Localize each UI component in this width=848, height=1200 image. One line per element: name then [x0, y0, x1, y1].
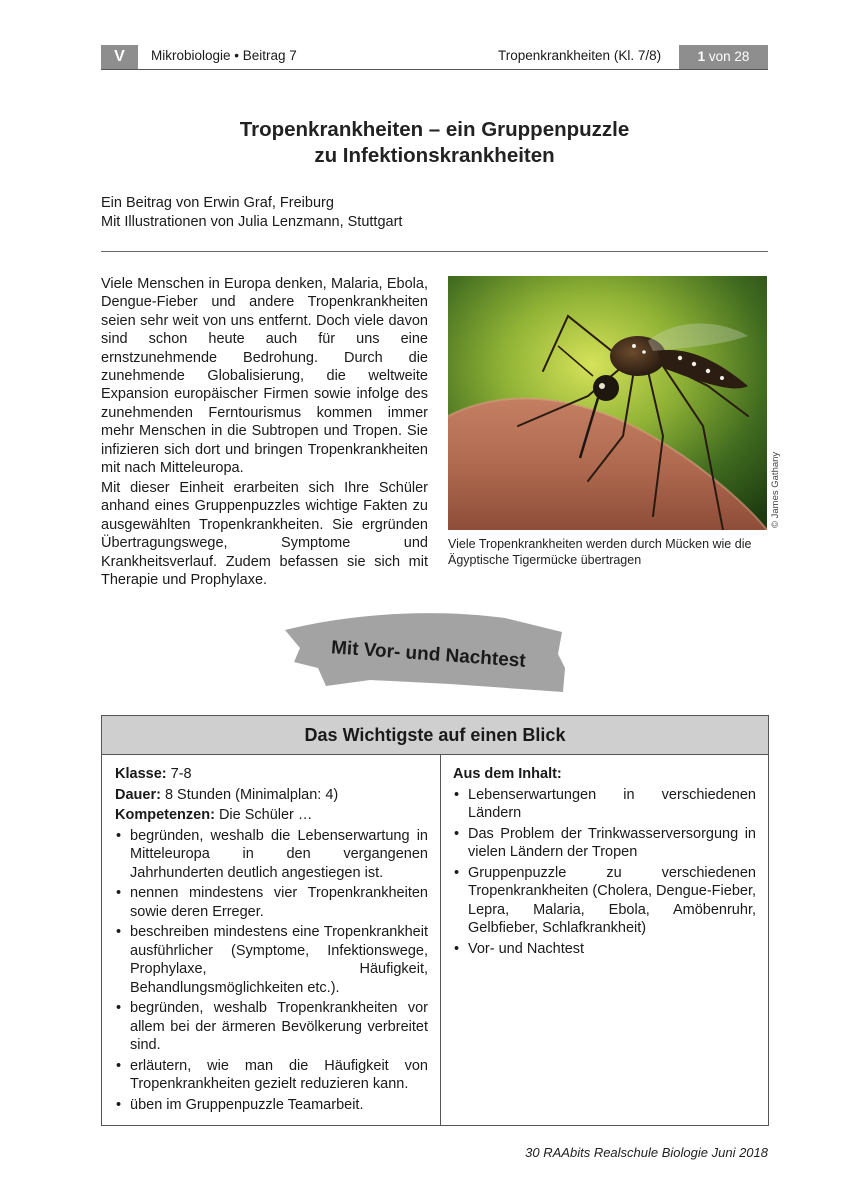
dauer-line	[115, 786, 428, 805]
mosquito-photo	[448, 276, 767, 530]
section-badge: V	[101, 45, 138, 69]
list-item: • erläutern, wie man die Häufigkeit von Tropenkrankheiten gezielt reduzieren kann.	[115, 1057, 428, 1094]
list-item: • Vor- und Nachtest	[453, 940, 756, 959]
list-item: • üben im Gruppenpuzzle Teamarbeit.	[115, 1096, 428, 1115]
kompetenzen-value: Die Schüler …	[218, 807, 313, 823]
dauer-label: Dauer:	[115, 786, 161, 803]
list-item: • begründen, weshalb die Lebenserwartung in Mitteleuropa in den vergangenen Jahrhunderten deutlich angestiegen ist.	[115, 827, 428, 883]
byline	[101, 194, 402, 232]
list-item: • beschreiben mindestens eine Tropenkrankheit ausführlicher (Symptome, Infektionswege, Prophylaxe, Häufigkeit, Behandlungsmöglichkeiten etc.).	[115, 923, 428, 997]
list-item: • begründen, weshalb Tropenkrankheiten vor allem bei der ärmeren Bevölkerung verbreitet sind.	[115, 999, 428, 1055]
header-topic: Tropenkrankheiten (Kl. 7/8)	[498, 48, 662, 63]
stamp-text: Mit Vor- und Nachtest	[330, 637, 527, 672]
page-number: 1	[697, 49, 706, 64]
competencies-list	[115, 827, 428, 1115]
klasse-label: Klasse:	[115, 766, 167, 782]
page-total: von 28	[708, 49, 750, 64]
list-item: • Gruppenpuzzle zu verschiedenen Tropenkrankheiten (Cholera, Dengue-Fieber, Lepra, Malaria, Ebola, Amöbenruhr, Gelbfieber, Schlafkrankheit)	[453, 864, 756, 938]
byline-divider	[101, 251, 768, 252]
photo-caption: Viele Tropenkrankheiten werden durch Mücken wie die Ägyptische Tigermücke übertragen	[448, 537, 752, 567]
klasse-value: 7-8	[170, 766, 192, 782]
klasse-line	[115, 765, 428, 784]
list-item: • Lebenserwartungen in verschiedenen Ländern	[453, 786, 756, 823]
page-indicator	[679, 45, 768, 69]
page-title	[101, 117, 768, 169]
list-item: • Das Problem der Trinkwasserversorgung in vielen Ländern der Tropen	[453, 825, 756, 862]
header-divider	[101, 69, 768, 70]
contents-column	[453, 765, 756, 960]
summary-box-heading: Das Wichtigste auf einen Blick	[102, 716, 768, 755]
kompetenzen-line	[115, 806, 428, 825]
column-divider	[440, 755, 441, 1125]
title-line-1: Tropenkrankheiten – ein Gruppenpuzzle	[239, 118, 630, 141]
title-line-2: zu Infektionskrankheiten	[314, 144, 555, 167]
photo-credit	[768, 440, 788, 530]
dauer-value: 8 Stunden (Minimalplan: 4)	[164, 786, 339, 803]
summary-box	[101, 715, 769, 1126]
header-subject: Mikrobiologie • Beitrag 7	[151, 48, 297, 63]
intro-paragraph-2: Mit dieser Einheit erarbeiten sich Ihre Schüler anhand eines Gruppenpuzzles wichtige Fakten zu ausgewählten Tropenkrankheiten. Sie ergründen Übertragungswege, Symptome und Krankheitsverlauf. Zudem befassen sie sich mit Therapie und Prophylaxe.	[101, 480, 428, 589]
intro-paragraph-1: Viele Menschen in Europa denken, Malaria, Ebola, Dengue-Fieber und andere Tropenkrankheiten seien sehr weit von uns entfernt. Doch viele davon sind schon heute auch für uns eine ernstzunehmende Bedrohung. Durch die zunehmende Globalisierung, die weltweite Expansion europäischer Firmen sowie infolge des zunehmenden Ferntourismus kommen immer mehr Menschen in die Subtropen und Tropen. Sie infizieren sich dort und bringen Tropenkrankheiten mit nach Mitteleuropa.	[101, 276, 428, 477]
competencies-column	[115, 765, 428, 1116]
contents-list	[453, 786, 756, 959]
page-footer: 30 RAAbits Realschule Biologie Juni 2018	[525, 1145, 768, 1160]
contents-heading: Aus dem Inhalt:	[453, 766, 562, 782]
list-item: • nennen mindestens vier Tropenkrankheiten sowie deren Erreger.	[115, 884, 428, 921]
kompetenzen-label: Kompetenzen:	[115, 807, 215, 823]
illustrator-line: Mit Illustrationen von Julia Lenzmann, Stuttgart	[101, 214, 403, 230]
author-line: Ein Beitrag von Erwin Graf, Freiburg	[101, 195, 334, 211]
photo-credit-text: © James Gathany	[770, 451, 781, 528]
test-stamp-banner	[280, 608, 570, 696]
